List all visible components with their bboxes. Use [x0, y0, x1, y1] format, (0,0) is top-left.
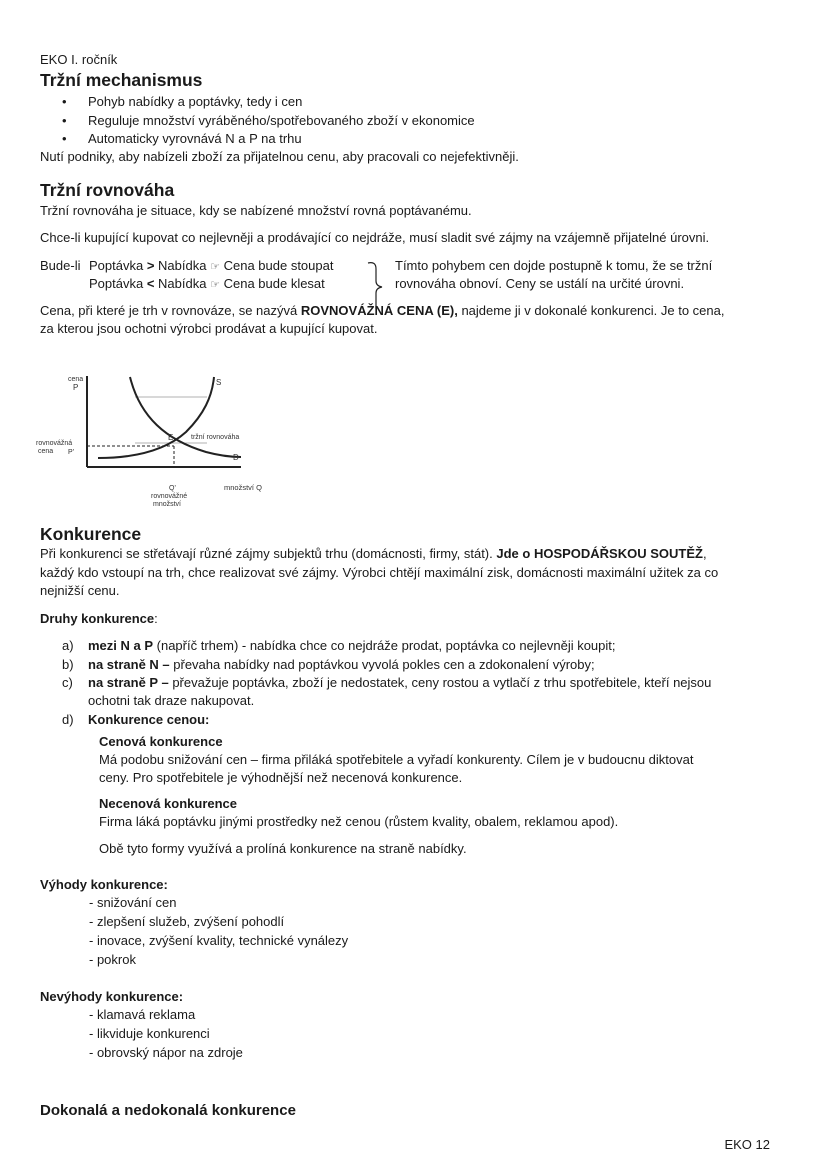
svg-text:P': P' [68, 449, 75, 456]
svg-text:rovnovážné: rovnovážné [151, 493, 188, 500]
list-item: - snižování cen [89, 895, 177, 910]
list-item: - inovace, zvýšení kvality, technické vynálezy [89, 933, 349, 948]
equilibrium-paragraph: Chce-li kupující kupovat co nejlevněji a prodávající co nejdráže, musí sladit své zájmy na vzájemně přijatelné úrovni. [40, 230, 710, 245]
pointing-hand-icon: ☞ [210, 261, 220, 273]
competition-paragraph-line1: Při konkurenci se střetávají různé zájmy subjektů trhu (domácnosti, firmy, stát). Jde o HOSPODÁŘSKOU SOUTĚŽ, [40, 546, 707, 561]
equilibrium-price-paragraph-line2: za kterou jsou ochotni výrobci prodávat a kupující kupovat. [40, 321, 378, 336]
disadvantages-title: Nevýhody konkurence: [40, 989, 184, 1004]
greater-than-operator: > [146, 258, 155, 273]
supply-demand-diagram [36, 372, 276, 512]
svg-text:P: P [73, 383, 79, 392]
kinds-title: Druhy konkurence: [40, 611, 158, 626]
list-item: - zlepšení služeb, zvýšení pohodlí [89, 914, 285, 929]
equilibrium-price-paragraph: Cena, při které je trh v rovnováze, se nazývá ROVNOVÁŽNÁ CENA (E), najdeme ji v dokonalé konkurenci. Je to cena, [40, 303, 725, 318]
advantages-list [89, 894, 348, 970]
market-mechanism-note: Nutí podniky, aby nabízeli zboží za přijatelnou cenu, aby pracovali co nejefektivněji. [40, 149, 519, 164]
pointing-hand-icon: ☞ [210, 279, 220, 291]
bullet-item: • Reguluje množství vyráběného/spotřebovaného zboží v ekonomice [62, 112, 475, 131]
equilibrium-price-term: ROVNOVÁŽNÁ CENA (E), [300, 303, 458, 318]
list-item: - pokrok [89, 952, 136, 967]
competition-kinds-list [62, 637, 782, 729]
price-competition-line1: Má podobu snižování cen – firma přiláká spotřebitele a vyřadí konkurenty. Cílem je v budoucnu diktovat [99, 752, 694, 767]
kind-item: b) na straně N – převaha nabídky nad poptávkou vyvolá pokles cen a zdokonalení výroby; [62, 657, 595, 672]
svg-text:množství: množství [153, 501, 182, 508]
page-number: EKO 12 [724, 1137, 770, 1152]
nonprice-competition-line1: Firma láká poptávku jinými prostředky než cenou (růstem kvality, obalem, reklamou apod). [99, 814, 619, 829]
svg-text:cena: cena [38, 448, 54, 455]
kind-item: d) Konkurence cenou: [62, 712, 210, 727]
course-header: EKO I. ročník [40, 52, 118, 67]
disadvantages-list [89, 1006, 243, 1063]
svg-text:E: E [168, 433, 174, 442]
svg-text:množství Q: množství Q [224, 483, 262, 492]
case-row-demand-greater: Poptávka > Nabídka ☞ Cena bude stoupat [89, 258, 334, 273]
svg-text:S: S [216, 378, 222, 387]
nonprice-competition-title: Necenová konkurence [99, 796, 238, 811]
kind-item: a) mezi N a P (napříč trhem) - nabídka chce co nejdráže prodat, poptávka co nejlevněji koupit; [62, 638, 616, 653]
case-lead: Bude-li [40, 258, 81, 273]
list-item: - obrovský nápor na zdroje [89, 1045, 243, 1060]
svg-text:rovnovážná: rovnovážná [36, 440, 73, 447]
less-than-operator: < [146, 276, 155, 291]
price-competition-title: Cenová konkurence [99, 734, 223, 749]
conclusion-line-1: Tímto pohybem cen dojde postupně k tomu, že se tržní [395, 258, 713, 273]
svg-text:D: D [233, 453, 239, 462]
list-item: - likviduje konkurenci [89, 1026, 210, 1041]
both-forms-note: Obě tyto formy využívá a prolíná konkurence na straně nabídky. [99, 841, 467, 856]
supply-curve [98, 377, 214, 458]
section-title-equilibrium: Tržní rovnováha [40, 180, 175, 200]
kind-item: c) na straně P – převažuje poptávka, zboží je nedostatek, ceny rostou a vytlačí z trhu spotřebitele, kteří nejsou ochotni tak draze nakupovat. [62, 675, 712, 708]
svg-text:Q': Q' [169, 485, 176, 492]
case-row-demand-less: Poptávka < Nabídka ☞ Cena bude klesat [89, 276, 325, 291]
market-mechanism-bullets [62, 93, 475, 149]
section-title-perfect-imperfect-competition: Dokonalá a nedokonalá konkurence [40, 1102, 296, 1119]
conclusion-line-2: rovnováha obnoví. Ceny se ustálí na určité úrovni. [395, 276, 685, 291]
section-title-competition: Konkurence [40, 524, 142, 544]
economic-competition-term: Jde o HOSPODÁŘSKOU SOUTĚŽ [496, 546, 703, 561]
list-item: - klamavá reklama [89, 1007, 196, 1022]
bullet-item: • Pohyb nabídky a poptávky, tedy i cen [62, 93, 475, 112]
competition-paragraph-line3: nejnižší cenu. [40, 583, 120, 598]
equilibrium-definition: Tržní rovnováha je situace, kdy se nabízené množství rovná poptávanému. [40, 203, 472, 218]
svg-text:cena: cena [68, 376, 84, 383]
demand-curve [130, 377, 241, 457]
price-competition-line2: ceny. Pro spotřebitele je výhodnější než necenová konkurence. [99, 770, 463, 785]
advantages-title: Výhody konkurence: [40, 877, 168, 892]
section-title-market-mechanism: Tržní mechanismus [40, 70, 203, 90]
bullet-item: • Automaticky vyrovnává N a P na trhu [62, 130, 475, 149]
competition-paragraph-line2: každý kdo vstoupí na trh, chce realizovat své zájmy. Výrobci chtějí maximální zisk, domácnosti maximální užitek za co [40, 565, 719, 580]
svg-text:tržní rovnováha: tržní rovnováha [191, 434, 240, 441]
